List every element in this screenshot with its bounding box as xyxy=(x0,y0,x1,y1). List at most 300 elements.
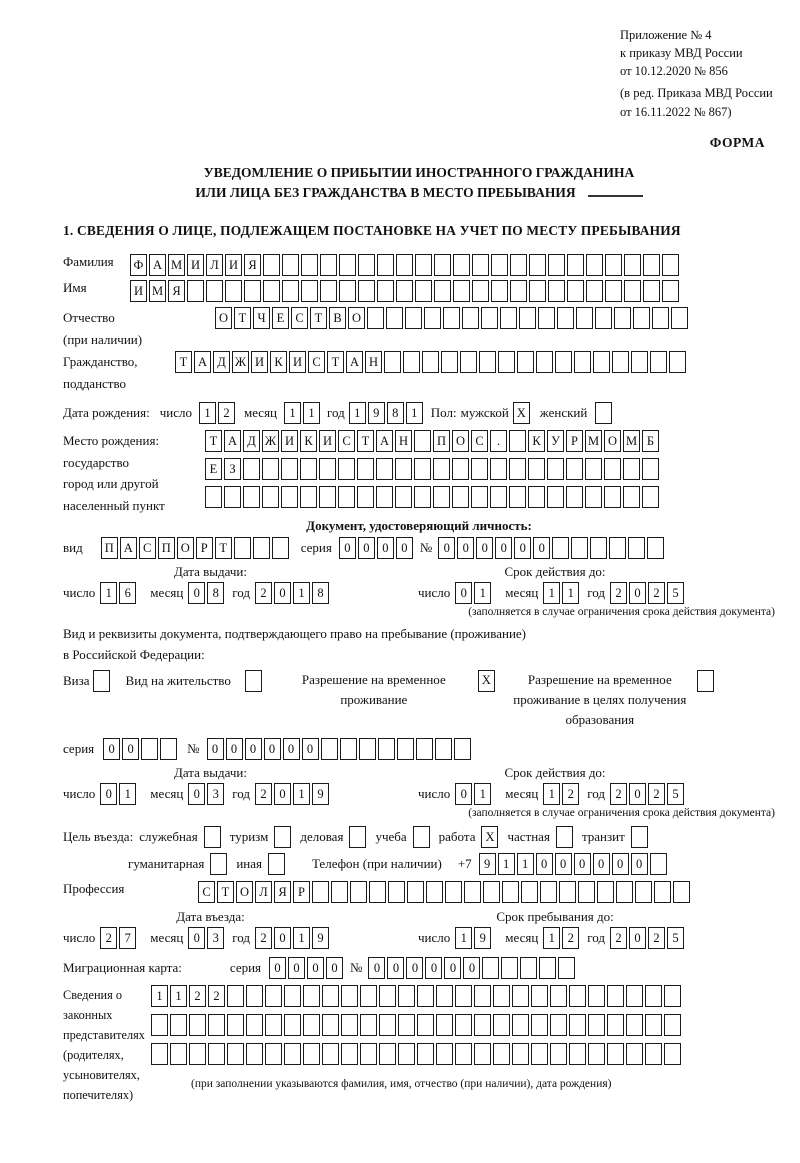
char-cell[interactable] xyxy=(566,486,583,508)
entry-year-cells[interactable] xyxy=(255,927,329,949)
residence-issue-year-cells[interactable] xyxy=(255,783,329,805)
char-cell[interactable] xyxy=(509,486,526,508)
char-cell[interactable]: 0 xyxy=(302,738,319,760)
char-cell[interactable] xyxy=(521,881,538,903)
char-cell[interactable] xyxy=(626,1014,643,1036)
char-cell[interactable] xyxy=(322,1014,339,1036)
char-cell[interactable]: Т xyxy=(310,307,327,329)
char-cell[interactable] xyxy=(493,985,510,1007)
char-cell[interactable] xyxy=(384,351,401,373)
char-cell[interactable] xyxy=(529,280,546,302)
char-cell[interactable]: 0 xyxy=(514,537,531,559)
char-cell[interactable] xyxy=(253,537,270,559)
char-cell[interactable] xyxy=(490,458,507,480)
char-cell[interactable] xyxy=(500,307,517,329)
char-cell[interactable] xyxy=(441,351,458,373)
char-cell[interactable] xyxy=(569,1014,586,1036)
char-cell[interactable]: А xyxy=(120,537,137,559)
char-cell[interactable]: О xyxy=(177,537,194,559)
char-cell[interactable]: З xyxy=(224,458,241,480)
char-cell[interactable] xyxy=(643,254,660,276)
char-cell[interactable] xyxy=(605,254,622,276)
char-cell[interactable]: 2 xyxy=(218,402,235,424)
char-cell[interactable]: 1 xyxy=(199,402,216,424)
char-cell[interactable] xyxy=(635,881,652,903)
char-cell[interactable] xyxy=(650,853,667,875)
char-cell[interactable] xyxy=(274,826,291,848)
char-cell[interactable]: 0 xyxy=(339,537,356,559)
char-cell[interactable] xyxy=(416,738,433,760)
doc-issue-month-cells[interactable] xyxy=(188,582,224,604)
char-cell[interactable] xyxy=(93,670,110,692)
char-cell[interactable]: Я xyxy=(168,280,185,302)
char-cell[interactable] xyxy=(609,537,626,559)
char-cell[interactable] xyxy=(512,1043,529,1065)
char-cell[interactable]: 0 xyxy=(629,783,646,805)
char-cell[interactable]: И xyxy=(281,430,298,452)
char-cell[interactable] xyxy=(396,254,413,276)
char-cell[interactable]: 9 xyxy=(474,927,491,949)
char-cell[interactable] xyxy=(531,1043,548,1065)
purpose-official-checkbox[interactable] xyxy=(204,826,221,848)
char-cell[interactable] xyxy=(395,458,412,480)
char-cell[interactable]: П xyxy=(433,430,450,452)
char-cell[interactable] xyxy=(341,1014,358,1036)
char-cell[interactable]: 0 xyxy=(122,738,139,760)
char-cell[interactable]: 0 xyxy=(274,582,291,604)
char-cell[interactable] xyxy=(491,254,508,276)
char-cell[interactable] xyxy=(631,826,648,848)
doc-issue-day-cells[interactable] xyxy=(100,582,136,604)
char-cell[interactable]: П xyxy=(101,537,118,559)
residence-valid-year-cells[interactable] xyxy=(610,783,684,805)
char-cell[interactable]: К xyxy=(300,430,317,452)
char-cell[interactable]: 0 xyxy=(103,738,120,760)
char-cell[interactable]: 8 xyxy=(207,582,224,604)
char-cell[interactable]: 2 xyxy=(648,927,665,949)
char-cell[interactable] xyxy=(263,280,280,302)
char-cell[interactable]: 0 xyxy=(631,853,648,875)
char-cell[interactable] xyxy=(265,985,282,1007)
char-cell[interactable] xyxy=(569,985,586,1007)
char-cell[interactable]: 0 xyxy=(536,853,553,875)
char-cell[interactable] xyxy=(433,458,450,480)
char-cell[interactable] xyxy=(357,458,374,480)
char-cell[interactable] xyxy=(281,486,298,508)
char-cell[interactable] xyxy=(510,280,527,302)
char-cell[interactable] xyxy=(493,1014,510,1036)
char-cell[interactable]: Ч xyxy=(253,307,270,329)
char-cell[interactable] xyxy=(605,280,622,302)
char-cell[interactable] xyxy=(531,1014,548,1036)
char-cell[interactable] xyxy=(479,351,496,373)
char-cell[interactable] xyxy=(669,351,686,373)
char-cell[interactable] xyxy=(227,1014,244,1036)
char-cell[interactable]: 2 xyxy=(562,783,579,805)
stay-month-cells[interactable] xyxy=(543,927,579,949)
char-cell[interactable] xyxy=(590,537,607,559)
char-cell[interactable]: О xyxy=(452,430,469,452)
char-cell[interactable]: X xyxy=(513,402,530,424)
char-cell[interactable] xyxy=(647,537,664,559)
char-cell[interactable] xyxy=(377,254,394,276)
char-cell[interactable] xyxy=(358,254,375,276)
char-cell[interactable]: 8 xyxy=(387,402,404,424)
purpose-work-checkbox[interactable] xyxy=(481,826,498,848)
char-cell[interactable]: 9 xyxy=(368,402,385,424)
char-cell[interactable]: 1 xyxy=(406,402,423,424)
char-cell[interactable] xyxy=(501,957,518,979)
char-cell[interactable] xyxy=(633,307,650,329)
char-cell[interactable] xyxy=(673,881,690,903)
char-cell[interactable] xyxy=(282,254,299,276)
char-cell[interactable]: 0 xyxy=(368,957,385,979)
char-cell[interactable]: К xyxy=(528,430,545,452)
char-cell[interactable] xyxy=(588,1014,605,1036)
char-cell[interactable]: Т xyxy=(234,307,251,329)
char-cell[interactable] xyxy=(604,486,621,508)
representatives-line1-cells[interactable] xyxy=(151,985,681,1007)
char-cell[interactable] xyxy=(204,826,221,848)
entry-day-cells[interactable] xyxy=(100,927,136,949)
char-cell[interactable] xyxy=(300,486,317,508)
char-cell[interactable] xyxy=(528,458,545,480)
char-cell[interactable] xyxy=(206,280,223,302)
char-cell[interactable] xyxy=(664,1043,681,1065)
doc-valid-month-cells[interactable] xyxy=(543,582,579,604)
char-cell[interactable]: Т xyxy=(327,351,344,373)
char-cell[interactable] xyxy=(422,351,439,373)
char-cell[interactable] xyxy=(455,985,472,1007)
char-cell[interactable]: 1 xyxy=(119,783,136,805)
char-cell[interactable] xyxy=(645,985,662,1007)
char-cell[interactable] xyxy=(379,985,396,1007)
char-cell[interactable]: 5 xyxy=(667,783,684,805)
char-cell[interactable]: 2 xyxy=(648,783,665,805)
char-cell[interactable] xyxy=(455,1014,472,1036)
citizenship-cells[interactable] xyxy=(175,351,686,373)
char-cell[interactable] xyxy=(539,957,556,979)
birth-day-cells[interactable] xyxy=(199,402,235,424)
char-cell[interactable] xyxy=(376,458,393,480)
char-cell[interactable] xyxy=(462,307,479,329)
char-cell[interactable]: 2 xyxy=(255,783,272,805)
char-cell[interactable] xyxy=(360,1043,377,1065)
char-cell[interactable]: 7 xyxy=(119,927,136,949)
char-cell[interactable] xyxy=(322,985,339,1007)
char-cell[interactable] xyxy=(471,458,488,480)
doc-valid-year-cells[interactable] xyxy=(610,582,684,604)
char-cell[interactable] xyxy=(434,254,451,276)
char-cell[interactable]: А xyxy=(149,254,166,276)
char-cell[interactable]: А xyxy=(194,351,211,373)
char-cell[interactable]: М xyxy=(149,280,166,302)
entry-month-cells[interactable] xyxy=(188,927,224,949)
char-cell[interactable] xyxy=(697,670,714,692)
char-cell[interactable]: 6 xyxy=(119,582,136,604)
char-cell[interactable] xyxy=(377,280,394,302)
char-cell[interactable] xyxy=(340,738,357,760)
migration-number-cells[interactable] xyxy=(368,957,575,979)
char-cell[interactable] xyxy=(424,307,441,329)
char-cell[interactable] xyxy=(414,486,431,508)
char-cell[interactable] xyxy=(234,537,251,559)
char-cell[interactable] xyxy=(453,254,470,276)
char-cell[interactable]: 1 xyxy=(455,927,472,949)
char-cell[interactable]: 0 xyxy=(274,927,291,949)
char-cell[interactable] xyxy=(607,1043,624,1065)
char-cell[interactable] xyxy=(338,458,355,480)
residence-issue-day-cells[interactable] xyxy=(100,783,136,805)
char-cell[interactable] xyxy=(436,1043,453,1065)
char-cell[interactable]: 1 xyxy=(543,927,560,949)
char-cell[interactable]: 0 xyxy=(455,582,472,604)
char-cell[interactable] xyxy=(654,881,671,903)
char-cell[interactable] xyxy=(671,307,688,329)
char-cell[interactable] xyxy=(555,351,572,373)
char-cell[interactable] xyxy=(490,486,507,508)
char-cell[interactable] xyxy=(341,1043,358,1065)
char-cell[interactable] xyxy=(151,1043,168,1065)
char-cell[interactable] xyxy=(312,881,329,903)
char-cell[interactable] xyxy=(471,486,488,508)
char-cell[interactable]: 1 xyxy=(284,402,301,424)
char-cell[interactable]: Ф xyxy=(130,254,147,276)
char-cell[interactable]: 3 xyxy=(207,783,224,805)
char-cell[interactable] xyxy=(628,537,645,559)
char-cell[interactable]: 0 xyxy=(226,738,243,760)
char-cell[interactable] xyxy=(664,985,681,1007)
char-cell[interactable] xyxy=(512,985,529,1007)
char-cell[interactable]: 0 xyxy=(438,537,455,559)
char-cell[interactable] xyxy=(319,458,336,480)
char-cell[interactable]: Я xyxy=(244,254,261,276)
char-cell[interactable]: Б xyxy=(642,430,659,452)
char-cell[interactable]: 1 xyxy=(498,853,515,875)
residence-issue-month-cells[interactable] xyxy=(188,783,224,805)
char-cell[interactable] xyxy=(388,881,405,903)
firstname-cells[interactable] xyxy=(130,280,679,302)
birthplace-line3-cells[interactable] xyxy=(205,486,659,508)
char-cell[interactable] xyxy=(246,985,263,1007)
residence-series-cells[interactable] xyxy=(103,738,177,760)
char-cell[interactable]: 0 xyxy=(188,927,205,949)
char-cell[interactable] xyxy=(445,881,462,903)
char-cell[interactable]: 2 xyxy=(208,985,225,1007)
char-cell[interactable] xyxy=(414,430,431,452)
char-cell[interactable]: 2 xyxy=(255,582,272,604)
char-cell[interactable] xyxy=(642,458,659,480)
char-cell[interactable] xyxy=(210,853,227,875)
doc-kind-cells[interactable] xyxy=(101,537,289,559)
char-cell[interactable]: 0 xyxy=(476,537,493,559)
char-cell[interactable] xyxy=(281,458,298,480)
char-cell[interactable] xyxy=(559,881,576,903)
representatives-line2-cells[interactable] xyxy=(151,1014,681,1036)
char-cell[interactable]: Т xyxy=(175,351,192,373)
char-cell[interactable] xyxy=(376,486,393,508)
char-cell[interactable] xyxy=(512,1014,529,1036)
char-cell[interactable] xyxy=(595,307,612,329)
char-cell[interactable] xyxy=(607,1014,624,1036)
char-cell[interactable] xyxy=(187,280,204,302)
char-cell[interactable]: 2 xyxy=(610,783,627,805)
sex-male-checkbox[interactable] xyxy=(513,402,530,424)
char-cell[interactable] xyxy=(208,1043,225,1065)
char-cell[interactable] xyxy=(498,351,515,373)
char-cell[interactable] xyxy=(455,1043,472,1065)
char-cell[interactable] xyxy=(170,1014,187,1036)
char-cell[interactable] xyxy=(607,985,624,1007)
char-cell[interactable] xyxy=(576,307,593,329)
char-cell[interactable]: 0 xyxy=(188,783,205,805)
char-cell[interactable]: 0 xyxy=(245,738,262,760)
char-cell[interactable] xyxy=(474,1043,491,1065)
char-cell[interactable] xyxy=(243,486,260,508)
char-cell[interactable] xyxy=(303,1043,320,1065)
char-cell[interactable]: Я xyxy=(274,881,291,903)
char-cell[interactable] xyxy=(529,254,546,276)
char-cell[interactable] xyxy=(652,307,669,329)
char-cell[interactable] xyxy=(141,738,158,760)
purpose-study-checkbox[interactable] xyxy=(413,826,430,848)
char-cell[interactable] xyxy=(227,1043,244,1065)
purpose-tourism-checkbox[interactable] xyxy=(274,826,291,848)
char-cell[interactable] xyxy=(642,486,659,508)
char-cell[interactable] xyxy=(379,1014,396,1036)
char-cell[interactable]: 0 xyxy=(495,537,512,559)
residence-valid-month-cells[interactable] xyxy=(543,783,579,805)
char-cell[interactable] xyxy=(417,985,434,1007)
char-cell[interactable]: О xyxy=(236,881,253,903)
char-cell[interactable] xyxy=(588,985,605,1007)
char-cell[interactable] xyxy=(578,881,595,903)
char-cell[interactable]: 1 xyxy=(100,582,117,604)
char-cell[interactable]: 1 xyxy=(303,402,320,424)
char-cell[interactable]: А xyxy=(346,351,363,373)
char-cell[interactable]: 0 xyxy=(307,957,324,979)
char-cell[interactable] xyxy=(528,486,545,508)
char-cell[interactable]: 0 xyxy=(574,853,591,875)
char-cell[interactable] xyxy=(481,307,498,329)
char-cell[interactable]: Т xyxy=(215,537,232,559)
char-cell[interactable] xyxy=(588,1043,605,1065)
char-cell[interactable]: М xyxy=(623,430,640,452)
char-cell[interactable] xyxy=(263,254,280,276)
char-cell[interactable]: 0 xyxy=(425,957,442,979)
char-cell[interactable] xyxy=(491,280,508,302)
char-cell[interactable] xyxy=(493,1043,510,1065)
char-cell[interactable] xyxy=(567,280,584,302)
char-cell[interactable] xyxy=(395,486,412,508)
char-cell[interactable]: 2 xyxy=(189,985,206,1007)
char-cell[interactable]: 0 xyxy=(406,957,423,979)
char-cell[interactable]: Р xyxy=(566,430,583,452)
char-cell[interactable] xyxy=(284,985,301,1007)
char-cell[interactable] xyxy=(301,280,318,302)
purpose-other-checkbox[interactable] xyxy=(268,853,285,875)
char-cell[interactable]: Т xyxy=(217,881,234,903)
char-cell[interactable]: Д xyxy=(213,351,230,373)
char-cell[interactable]: 1 xyxy=(293,582,310,604)
char-cell[interactable] xyxy=(509,430,526,452)
char-cell[interactable] xyxy=(631,351,648,373)
char-cell[interactable] xyxy=(341,985,358,1007)
char-cell[interactable] xyxy=(547,486,564,508)
char-cell[interactable] xyxy=(378,738,395,760)
char-cell[interactable] xyxy=(556,826,573,848)
char-cell[interactable] xyxy=(614,307,631,329)
char-cell[interactable] xyxy=(369,881,386,903)
char-cell[interactable] xyxy=(586,280,603,302)
char-cell[interactable] xyxy=(531,985,548,1007)
char-cell[interactable] xyxy=(548,254,565,276)
char-cell[interactable]: П xyxy=(158,537,175,559)
char-cell[interactable]: 2 xyxy=(610,927,627,949)
char-cell[interactable] xyxy=(571,537,588,559)
char-cell[interactable] xyxy=(415,280,432,302)
char-cell[interactable] xyxy=(435,738,452,760)
char-cell[interactable]: Р xyxy=(196,537,213,559)
char-cell[interactable]: И xyxy=(130,280,147,302)
doc-issue-year-cells[interactable] xyxy=(255,582,329,604)
char-cell[interactable]: Н xyxy=(395,430,412,452)
char-cell[interactable] xyxy=(262,486,279,508)
char-cell[interactable]: X xyxy=(481,826,498,848)
char-cell[interactable]: С xyxy=(139,537,156,559)
doc-series-cells[interactable] xyxy=(339,537,413,559)
purpose-private-checkbox[interactable] xyxy=(556,826,573,848)
char-cell[interactable] xyxy=(624,280,641,302)
char-cell[interactable] xyxy=(612,351,629,373)
purpose-business-checkbox[interactable] xyxy=(349,826,366,848)
char-cell[interactable]: С xyxy=(291,307,308,329)
char-cell[interactable] xyxy=(550,1043,567,1065)
char-cell[interactable] xyxy=(474,1014,491,1036)
char-cell[interactable] xyxy=(403,351,420,373)
phone-cells[interactable] xyxy=(479,853,667,875)
char-cell[interactable] xyxy=(246,1043,263,1065)
birthplace-line1-cells[interactable] xyxy=(205,430,659,452)
char-cell[interactable] xyxy=(358,280,375,302)
char-cell[interactable] xyxy=(483,881,500,903)
char-cell[interactable] xyxy=(265,1043,282,1065)
char-cell[interactable]: С xyxy=(471,430,488,452)
char-cell[interactable] xyxy=(265,1014,282,1036)
char-cell[interactable] xyxy=(321,738,338,760)
char-cell[interactable] xyxy=(434,280,451,302)
char-cell[interactable] xyxy=(227,985,244,1007)
char-cell[interactable]: 0 xyxy=(283,738,300,760)
visa-checkbox[interactable] xyxy=(93,670,110,692)
char-cell[interactable] xyxy=(367,307,384,329)
char-cell[interactable] xyxy=(472,280,489,302)
char-cell[interactable] xyxy=(585,486,602,508)
purpose-humanitarian-checkbox[interactable] xyxy=(210,853,227,875)
char-cell[interactable] xyxy=(349,826,366,848)
char-cell[interactable]: 1 xyxy=(562,582,579,604)
char-cell[interactable] xyxy=(472,254,489,276)
char-cell[interactable]: 3 xyxy=(207,927,224,949)
char-cell[interactable] xyxy=(443,307,460,329)
char-cell[interactable]: Л xyxy=(206,254,223,276)
char-cell[interactable] xyxy=(548,280,565,302)
char-cell[interactable]: Р xyxy=(293,881,310,903)
char-cell[interactable] xyxy=(301,254,318,276)
char-cell[interactable] xyxy=(320,254,337,276)
char-cell[interactable] xyxy=(460,351,477,373)
char-cell[interactable] xyxy=(510,254,527,276)
